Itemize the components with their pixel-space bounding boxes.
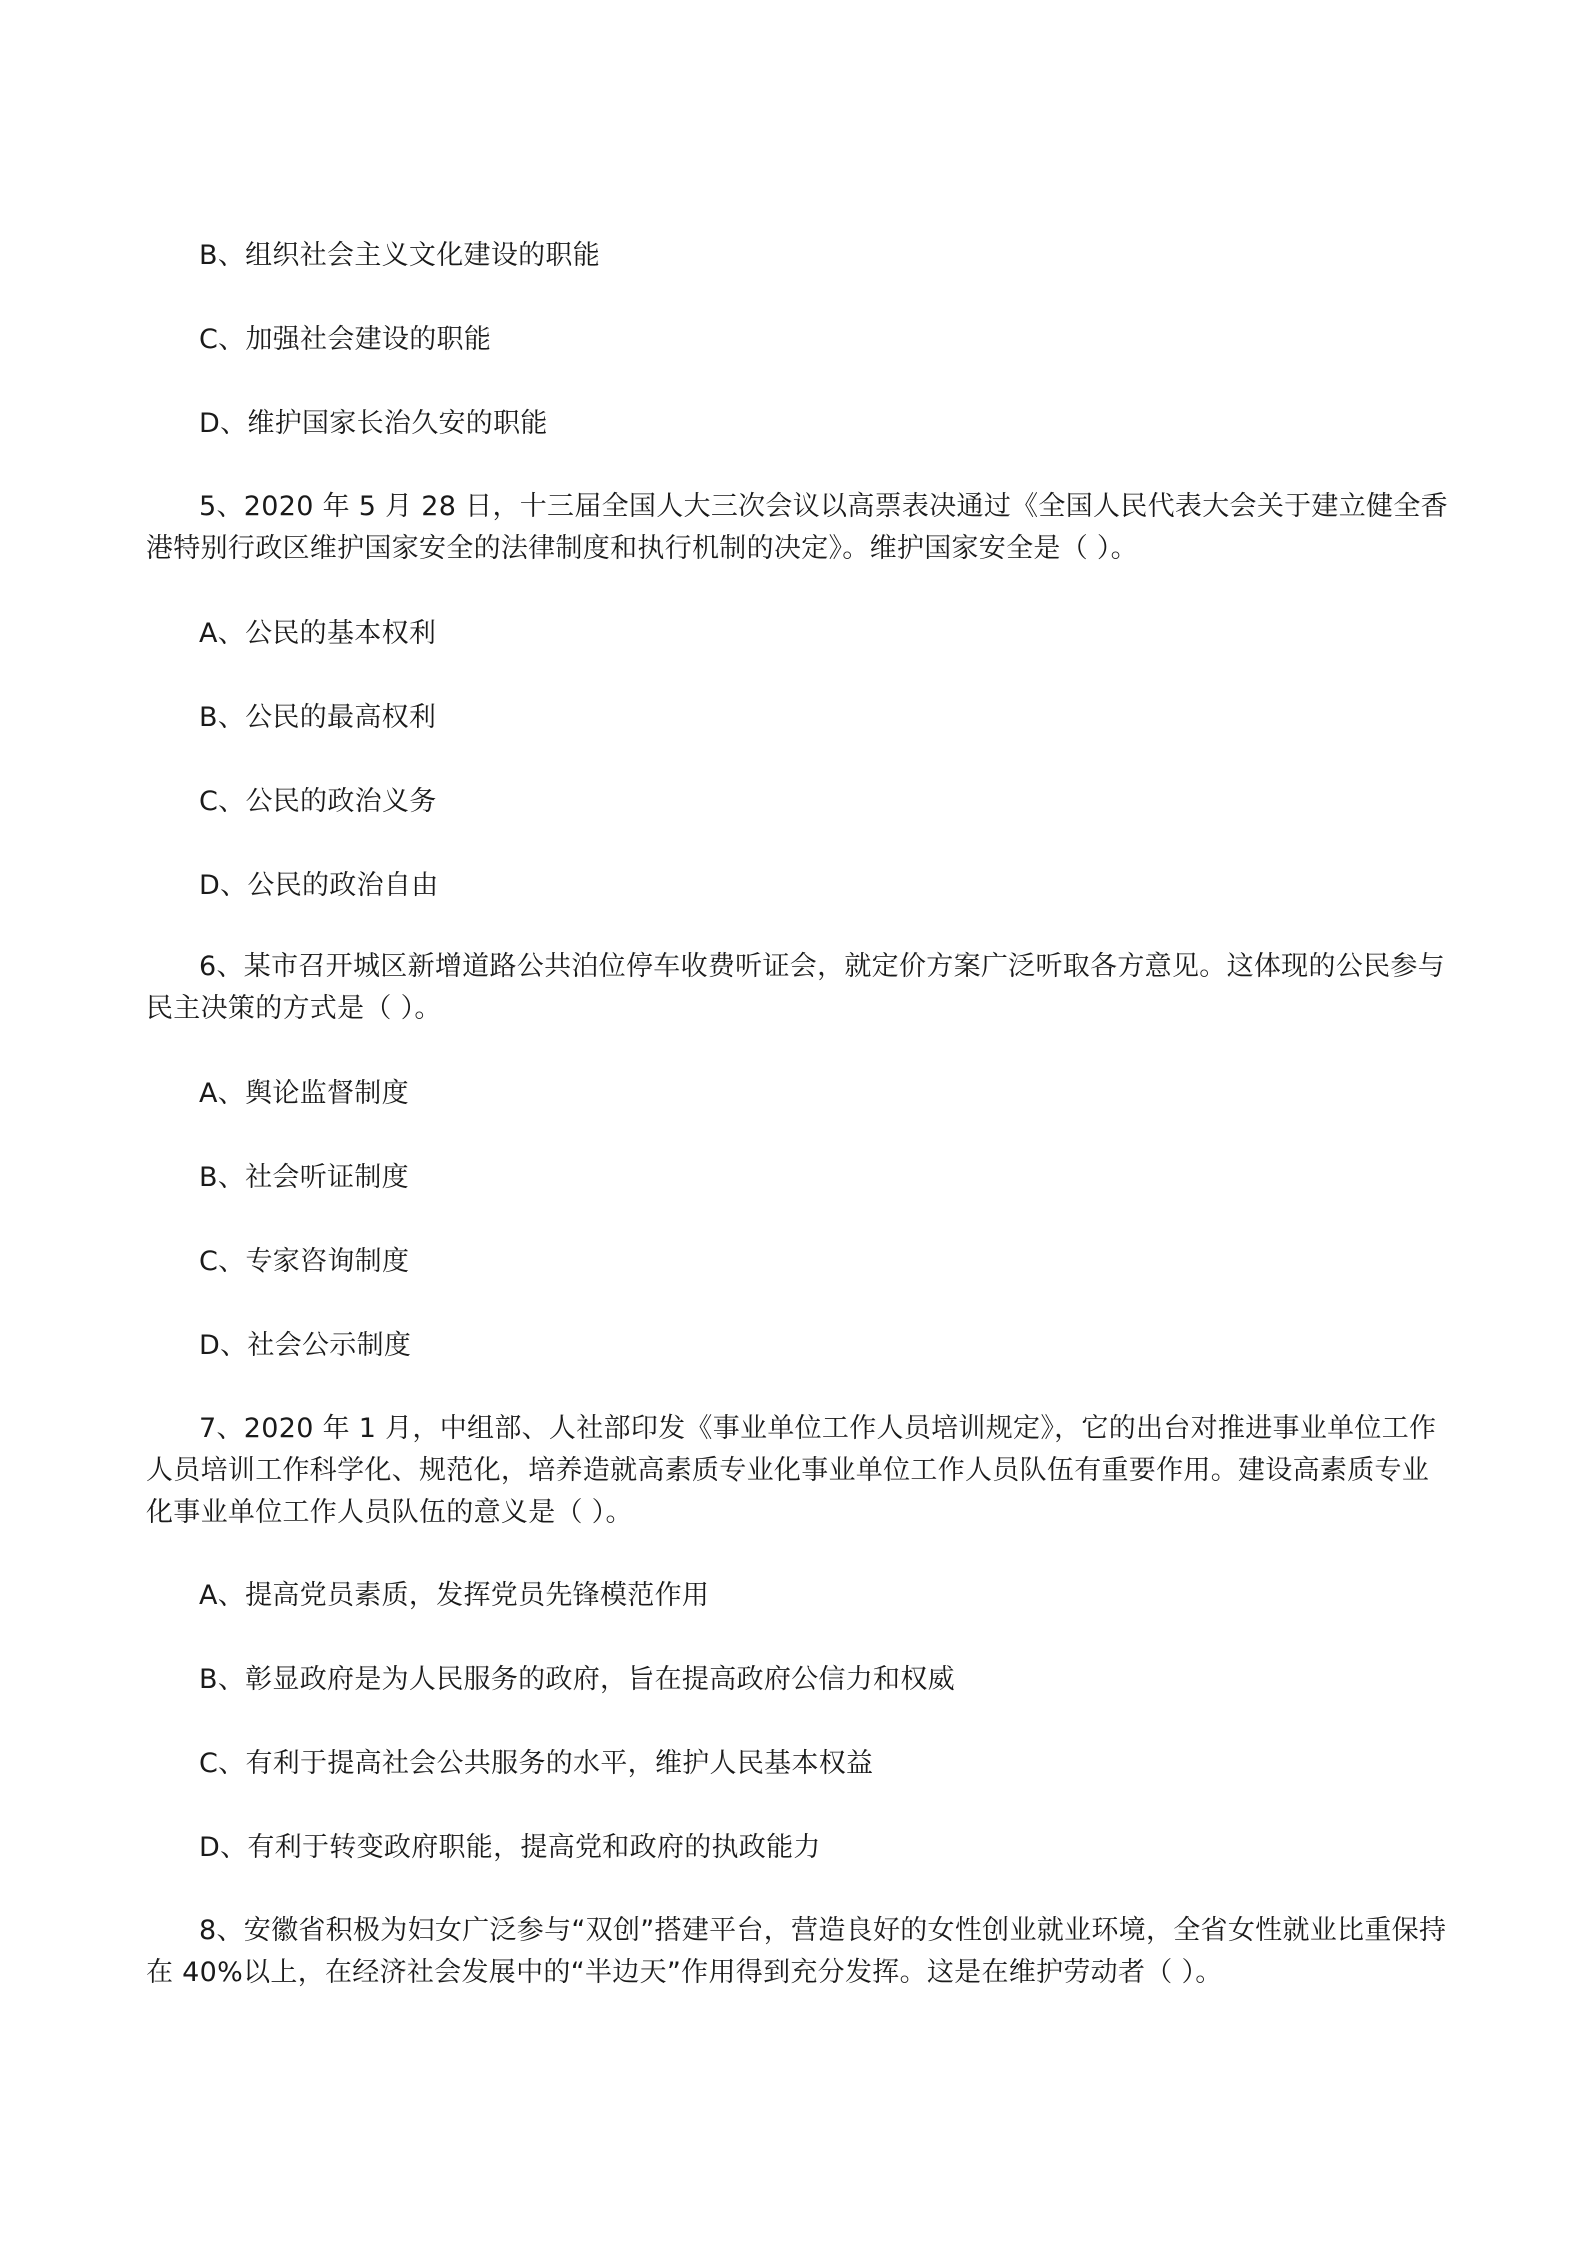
question-5-stem: 5、2020 年 5 月 28 日，十三届全国人大三次会议以高票表决通过《全国人民代表大会关于建立健全香港特别行政区维护国家安全的法律制度和执行机制的决定》。维护国家安全是（ ）。 (146, 491, 1448, 564)
option-c-q6: C、专家咨询制度 (199, 1246, 410, 1277)
option-c-q4: C、加强社会建设的职能 (199, 324, 492, 355)
question-8-stem: 8、安徽省积极为妇女广泛参与“双创”搭建平台，营造良好的女性创业就业环境，全省女性就业比重保持在 40%以上，在经济社会发展中的“半边天”作用得到充分发挥。这是在维护劳动者（ ）。 (146, 1915, 1447, 1988)
option-a-q6: A、舆论监督制度 (199, 1078, 409, 1109)
option-a-q5: A、公民的基本权利 (199, 618, 437, 649)
option-c-q5: C、公民的政治义务 (199, 786, 437, 817)
option-d-q6: D、社会公示制度 (199, 1330, 412, 1361)
option-d-q7: D、有利于转变政府职能，提高党和政府的执政能力 (199, 1832, 821, 1863)
question-7-stem: 7、2020 年 1 月，中组部、人社部印发《事业单位工作人员培训规定》，它的出台对推进事业单位工作人员培训工作科学化、规范化，培养造就高素质专业化事业单位工作人员队伍有重要作用。建设高素质专业化事业单位工作人员队伍的意义是（ ）。 (146, 1413, 1437, 1528)
option-d-q5: D、公民的政治自由 (199, 870, 439, 901)
option-d-q4: D、维护国家长治久安的职能 (199, 408, 548, 439)
option-a-q7: A、提高党员素质，发挥党员先锋模范作用 (199, 1580, 710, 1611)
option-b-q6: B、社会听证制度 (199, 1162, 409, 1193)
option-b-q5: B、公民的最高权利 (199, 702, 437, 733)
option-c-q7: C、有利于提高社会公共服务的水平，维护人民基本权益 (199, 1748, 874, 1779)
question-6-stem: 6、某市召开城区新增道路公共泊位停车收费听证会，就定价方案广泛听取各方意见。这体现的公民参与民主决策的方式是（ ）。 (146, 951, 1445, 1024)
option-b-q7: B、彰显政府是为人民服务的政府，旨在提高政府公信力和权威 (199, 1664, 955, 1695)
option-b-q4: B、组织社会主义文化建设的职能 (199, 240, 601, 271)
